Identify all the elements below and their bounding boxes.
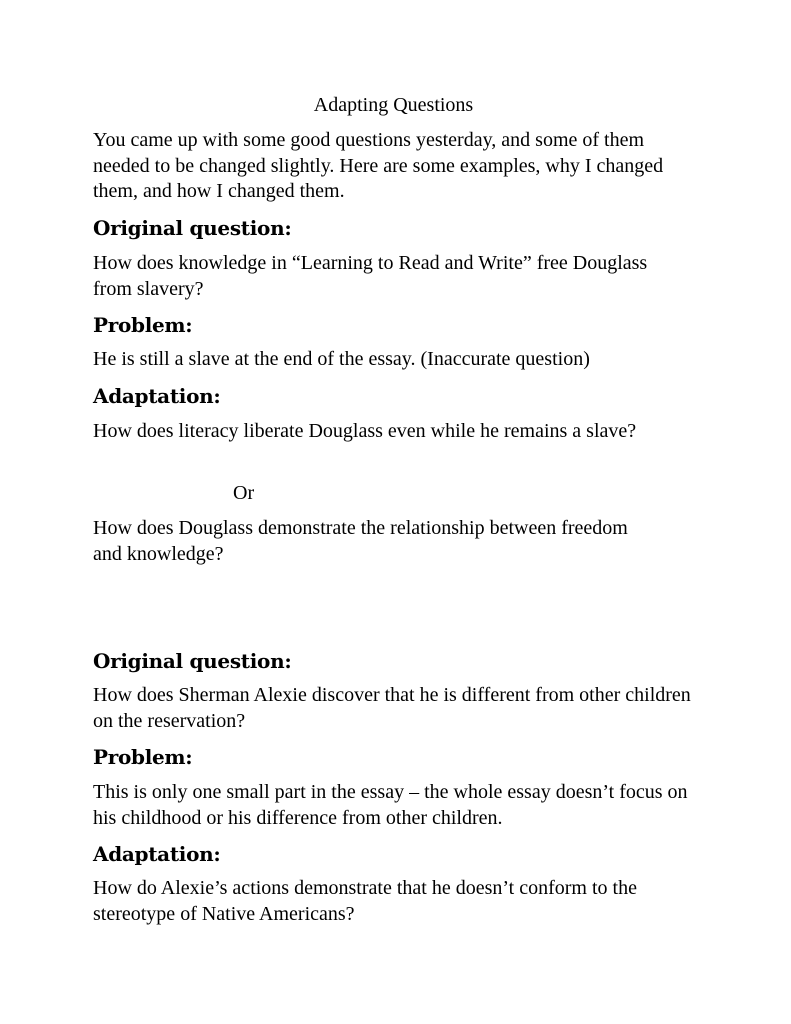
section1-original-text: How does knowledge in “Learning to Read and Write” free Douglass from slavery? <box>93 252 648 300</box>
section1-or-text: Or <box>233 482 255 504</box>
section2-original-text: How does Sherman Alexie discover that he is different from other children on the reservation? <box>93 684 691 732</box>
section2-original-heading: Original question: <box>93 649 292 673</box>
section2-adaptation-text: How do Alexie’s actions demonstrate that he doesn’t conform to the stereotype of Native Americans? <box>93 877 637 925</box>
section1-adaptation-text-2: How does Douglass demonstrate the relationship between freedom and knowledge? <box>93 517 628 565</box>
section2-adaptation-heading: Adaptation: <box>93 842 221 866</box>
intro-paragraph: You came up with some good questions yesterday, and some of them needed to be changed slightly. Here are some examples, why I changed them, and how I changed them. <box>93 129 664 202</box>
section1-problem-heading: Problem: <box>93 313 193 337</box>
document-title: Adapting Questions <box>313 94 474 116</box>
section1-original-heading: Original question: <box>93 216 292 240</box>
section1-problem-text: He is still a slave at the end of the essay. (Inaccurate question) <box>93 348 590 370</box>
section2-problem-text: This is only one small part in the essay – the whole essay doesn’t focus on his childhood or his difference from other children. <box>93 781 688 829</box>
section1-adaptation-heading: Adaptation: <box>93 384 221 408</box>
section1-adaptation-text-1: How does literacy liberate Douglass even while he remains a slave? <box>93 420 637 442</box>
section2-problem-heading: Problem: <box>93 745 193 769</box>
